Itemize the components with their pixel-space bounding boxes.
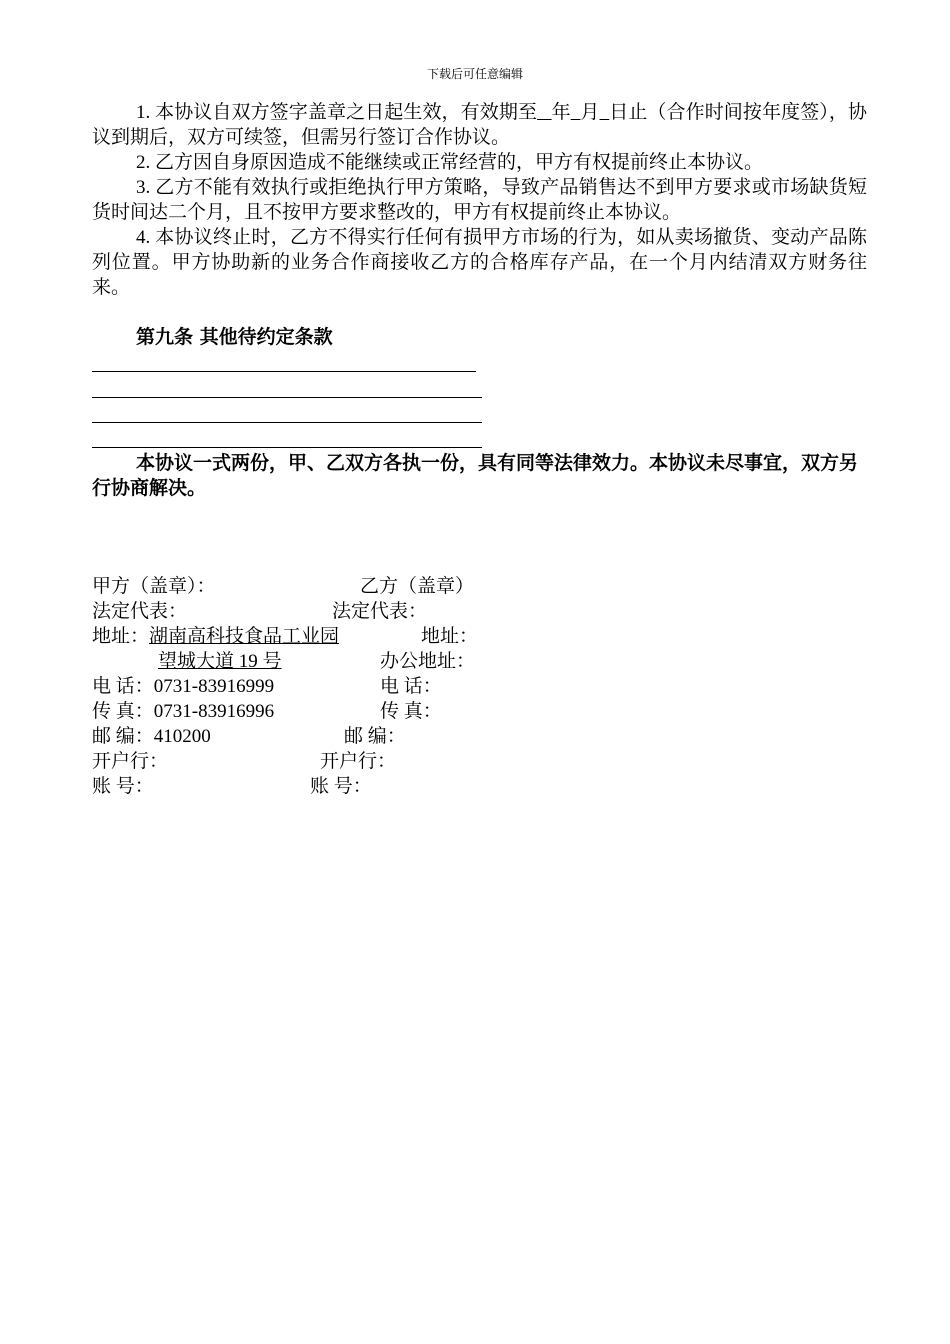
party-b-rep: 法定代表： xyxy=(332,601,428,622)
party-a-bank: 开户行： xyxy=(92,751,169,772)
party-b-account: 账 号： xyxy=(310,776,372,797)
blank-line-1 xyxy=(92,371,476,372)
blank-year xyxy=(537,102,552,123)
article-9-title: 第九条 其他待约定条款 xyxy=(136,326,333,348)
party-b-address: 地址： xyxy=(421,626,479,647)
party-b-phone: 电 话： xyxy=(380,676,442,697)
party-b-postcode: 邮 编： xyxy=(344,726,406,747)
clause-2: 2. 乙方因自身原因造成不能继续或正常经营的，甲方有权提前终止本协议。 xyxy=(136,152,764,173)
blank-line-3 xyxy=(92,422,482,423)
party-a-phone: 电 话：0731-83916999 xyxy=(92,676,275,697)
termination-clauses xyxy=(92,100,867,300)
clause-1-text-b: 年 xyxy=(551,102,571,123)
clause-3: 3. 乙方不能有效执行或拒绝执行甲方策略，导致产品销售达不到甲方要求或市场缺货短货时间达二个月，且不按甲方要求整改的，甲方有权提前终止本协议。 xyxy=(92,177,867,223)
party-a-seal: 甲方（盖章）： xyxy=(92,576,216,597)
blank-line-2 xyxy=(92,397,482,398)
party-a-address xyxy=(92,624,339,649)
party-a-address-line1: 湖南高科技食品工业园 xyxy=(149,626,340,647)
clause-1-text-d: 日止（合作时间按年度签），协议到期后，双方可续签，但需另行签订合作协议。 xyxy=(92,102,867,148)
closing-statement: 本协议一式两份，甲、乙双方各执一份，具有同等法律效力。本协议未尽事宜，双方另行协商解决。 xyxy=(92,452,859,499)
blank-day xyxy=(600,102,610,123)
party-a-account: 账 号： xyxy=(92,776,154,797)
party-b-office: 办公地址： xyxy=(380,651,476,672)
blank-month xyxy=(571,102,581,123)
blank-line-4 xyxy=(92,447,482,448)
clause-4: 4. 本协议终止时，乙方不得实行任何有损甲方市场的行为，如从卖场撤货、变动产品陈列位置。甲方协助新的业务合作商接收乙方的合格库存产品，在一个月内结清双方财务往来。 xyxy=(92,227,867,298)
party-b-seal: 乙方（盖章） xyxy=(360,576,475,597)
party-a-address-line2: 望城大道 19 号 xyxy=(158,651,282,672)
page-header-note: 下载后可任意编辑 xyxy=(426,67,523,81)
party-a-fax: 传 真：0731-83916996 xyxy=(92,701,275,722)
party-b-bank: 开户行： xyxy=(320,751,397,772)
party-b-fax: 传 真： xyxy=(380,701,442,722)
clause-1-text-c: 月 xyxy=(580,102,600,123)
party-a-address-label: 地址： xyxy=(92,626,150,647)
party-a-rep: 法定代表： xyxy=(92,601,188,622)
clause-1 xyxy=(92,100,867,150)
party-a-postcode: 邮 编：410200 xyxy=(92,726,211,747)
clause-1-text-a: 1. 本协议自双方签字盖章之日起生效，有效期至 xyxy=(136,102,538,123)
